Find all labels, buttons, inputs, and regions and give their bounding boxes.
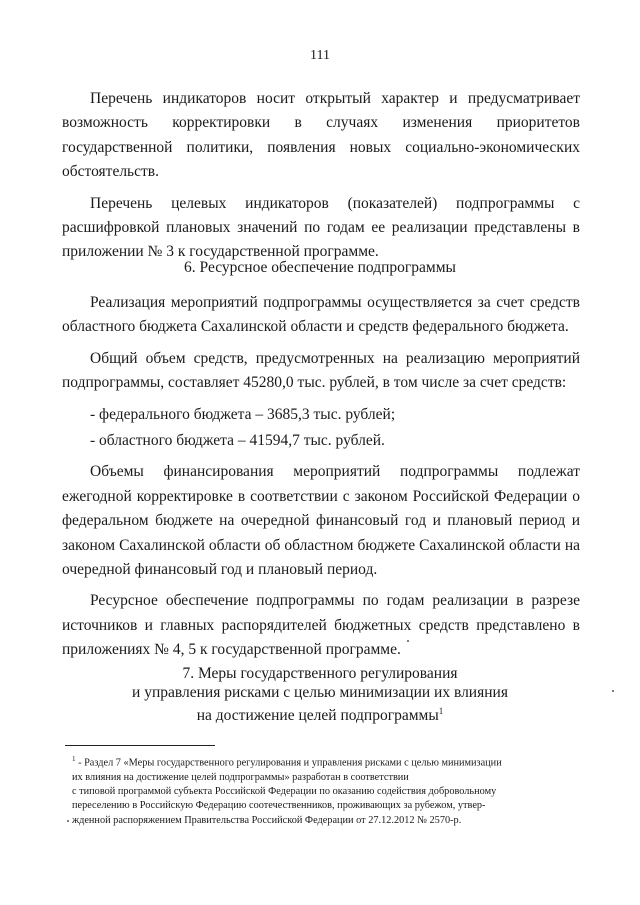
footnote-separator	[65, 745, 215, 746]
footnote-line: переселению в Российскую Федерацию соотечественников, проживающих за рубежом, утвер-	[72, 800, 486, 812]
list-item-federal-budget: - федерального бюджета – 3685,3 тыс. рублей;	[90, 405, 396, 423]
footnote-line: жденной распоряжением Правительства Российской Федерации от 27.12.2012 № 2570-р.	[72, 814, 462, 826]
scan-speck	[407, 640, 409, 642]
footnote-line	[72, 752, 572, 771]
footnote-line: с типовой программой субъекта Российской Федерации по оказанию содействия добровольному	[72, 786, 497, 798]
paragraph: Перечень целевых индикаторов (показателей) подпрограммы с расшифровкой плановых значений по годам ее реализации представлены в приложении № 3 к государственной программе.	[62, 194, 580, 261]
page-number: 111	[310, 48, 330, 63]
footnote-line: их влияния на достижение целей подпрограммы» разработан в соответствии	[72, 771, 409, 783]
heading-line: и управления рисками с целью минимизации их влияния	[132, 684, 508, 701]
paragraph: Ресурсное обеспечение подпрограммы по годам реализации в разрезе источников и главных распорядителей бюджетных средств представлено в приложениях № 4, 5 к государственной программе.	[62, 592, 580, 659]
scan-speck	[67, 820, 69, 822]
paragraph: Объемы финансирования мероприятий подпрограммы подлежат ежегодной корректировке в соответствии с законом Российской Федерации о федеральном бюджете на очередной финансовый год и плановый период и законом Сахалинской области об областном бюджете Сахалинской области на очередной финансовый год и плановый период.	[62, 463, 580, 579]
section-6-text-block	[62, 291, 580, 670]
footnote-line-text: - Раздел 7 «Меры государственного регулирования и управления рисками с целью минимизации	[75, 757, 502, 769]
list-item-regional-budget: - областного бюджета – 41594,7 тыс. рублей.	[90, 432, 385, 450]
heading-line: 7. Меры государственного регулирования	[182, 665, 458, 682]
heading-line-text: на достижение целей подпрограммы	[196, 707, 439, 725]
scan-speck	[612, 690, 614, 692]
paragraph: Перечень индикаторов носит открытый характер и предусматривает возможность корректировки в случаях изменения приоритетов государственной политики, появления новых социально-экономических обстоятельств.	[62, 90, 580, 181]
heading-line	[0, 702, 640, 725]
footnote-reference[interactable]: 1	[438, 706, 444, 716]
footnote-mark: 1	[72, 755, 76, 763]
paragraph: Общий объем средств, предусмотренных на реализацию мероприятий подпрограммы, составляет 45280,0 тыс. рублей, в том числе за счет средств:	[62, 349, 580, 392]
footnote	[72, 752, 572, 828]
paragraph: Реализация мероприятий подпрограммы осуществляется за счет средств областного бюджета Сахалинской области и средств федерального бюджета.	[62, 294, 580, 336]
intro-text-block	[62, 87, 580, 272]
section-7-heading	[0, 664, 640, 725]
section-6-heading: 6. Ресурсное обеспечение подпрограммы	[184, 259, 456, 276]
